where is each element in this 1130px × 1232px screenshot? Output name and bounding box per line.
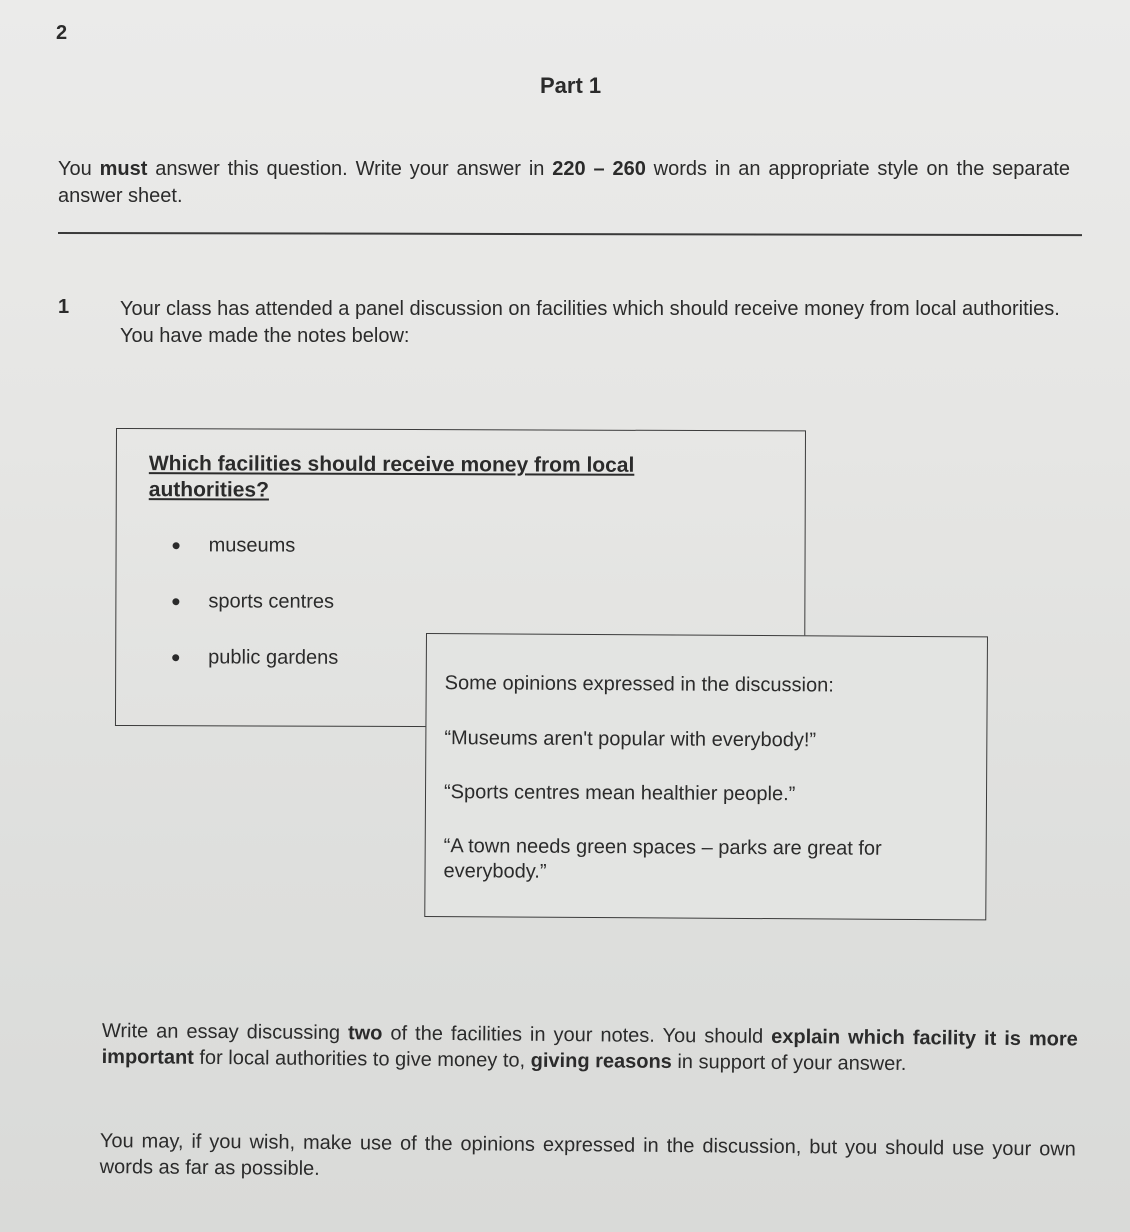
- list-item: [172, 589, 338, 646]
- list-item-label: public gardens: [208, 646, 339, 669]
- notes-list: [172, 533, 339, 702]
- task-emphasis: explain which facility it is more important: [101, 1025, 1078, 1069]
- opinions-box: [424, 633, 988, 920]
- part-title: Part 1: [540, 73, 602, 98]
- question-number: 1: [58, 296, 70, 318]
- bullet-icon: [172, 598, 179, 605]
- instructions-must: must: [99, 158, 148, 180]
- task-paragraph: [102, 1018, 1078, 1079]
- bullet-icon: [173, 542, 180, 549]
- bullet-icon: [172, 654, 179, 661]
- task-text: for local authorities to give money to,: [193, 1046, 531, 1072]
- notes-heading: Which facilities should receive money from local authorities?: [148, 452, 635, 502]
- opinion-quote: “Sports centres mean healthier people.”: [443, 781, 796, 806]
- guidance-paragraph: You may, if you wish, make use of the opinions expressed in the discussion, but you should use your own words as far as possible.: [99, 1129, 1076, 1180]
- divider: [58, 232, 1082, 236]
- opinion-quote: “A town needs green spaces – parks are great for everybody.”: [443, 835, 882, 883]
- instructions-word-count: 220 – 260: [552, 158, 646, 180]
- opinion-quote: “Museums aren't popular with everybody!”: [444, 727, 817, 752]
- task-text: Write an essay discussing: [101, 1019, 349, 1045]
- instructions-text: words in an appropriate style on the separate answer sheet.: [58, 158, 1070, 207]
- list-item: [172, 533, 338, 590]
- task-emphasis: two: [347, 1022, 383, 1045]
- page-number: 2: [56, 22, 68, 44]
- question-text: Your class has attended a panel discussion on facilities which should receive money from local authorities. You have made the notes below:: [120, 298, 1060, 347]
- opinions-heading: Some opinions expressed in the discussion:: [444, 672, 834, 697]
- instructions-text: You: [58, 158, 100, 180]
- task-emphasis: giving reasons: [530, 1049, 672, 1073]
- list-item: [172, 645, 338, 702]
- instructions-text: answer this question. Write your answer in: [147, 158, 553, 180]
- task-text: of the facilities in your notes. You should: [382, 1022, 772, 1048]
- list-item-label: museums: [208, 534, 296, 557]
- task-text: in support of your answer.: [671, 1050, 907, 1076]
- instructions: [58, 156, 1070, 210]
- list-item-label: sports centres: [208, 590, 335, 613]
